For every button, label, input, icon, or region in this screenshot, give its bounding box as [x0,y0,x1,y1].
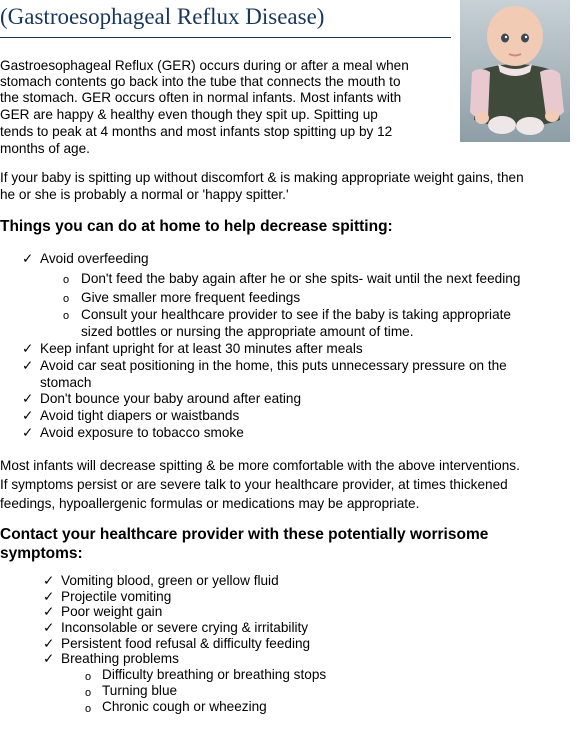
check-icon: ✓ [22,391,34,406]
sub-list-item: Don't feed the baby again after he or she spits- wait until the next feeding [81,271,521,286]
sub-list-item: Difficulty breathing or breathing stops [102,667,327,682]
list-item: Vomiting blood, green or yellow fluid [61,573,279,588]
list-item: Keep infant upright for at least 30 minutes after meals [40,341,363,356]
paragraph-line: If symptoms persist or are severe talk to your healthcare provider, at times thickened [0,477,508,492]
list-item: Breathing problems [61,651,179,666]
circle-bullet-icon: o [85,687,92,699]
check-icon: ✓ [22,251,34,266]
baby-illustration [460,0,570,142]
intro-line: stomach contents go back into the tube that connects the mouth to [0,74,401,89]
circle-bullet-icon: o [85,703,92,715]
intro-line: tends to peak at 4 months and most infants stop spitting up by 12 [0,124,393,139]
list-item: Avoid tight diapers or waistbands [40,408,240,423]
check-icon: ✓ [43,651,55,666]
intro-line: the stomach. GER occurs often in normal infants. Most infants with [0,90,402,105]
list-item: Don't bounce your baby around after eating [40,391,302,406]
list-item: Projectile vomiting [61,589,172,604]
section-heading-contact-continued: symptoms: [0,545,83,562]
sub-list-item: Give smaller more frequent feedings [81,290,301,305]
circle-bullet-icon: o [63,293,70,305]
check-icon: ✓ [43,636,55,651]
sub-list-item: Chronic cough or wheezing [102,699,267,714]
list-item: Avoid overfeeding [40,251,149,266]
check-icon: ✓ [43,589,55,604]
list-item: Avoid exposure to tobacco smoke [40,425,244,440]
check-icon: ✓ [22,341,34,356]
sub-list-item-continued: sized bottles or nursing the appropriate amount of time. [81,324,414,339]
sub-list-item: Consult your healthcare provider to see if the baby is taking appropriate [81,307,511,322]
intro-line: GER are happy & healthy even though they spit up. Spitting up [0,107,378,122]
circle-bullet-icon: o [85,671,92,683]
list-item: Inconsolable or severe crying & irritability [61,620,309,635]
section-heading-home-care: Things you can do at home to help decrease spitting: [0,218,393,235]
section-heading-contact: Contact your healthcare provider with these potentially worrisome [0,526,489,543]
paragraph-line: feedings, hypoallergenic formulas or medications may be appropriate. [0,496,420,511]
sub-list-item: Turning blue [102,683,178,698]
title-underline [0,37,451,38]
paragraph-line: Most infants will decrease spitting & be more comfortable with the above interventions. [0,458,520,473]
page-title: (Gastroesophageal Reflux Disease) [0,4,325,29]
check-icon: ✓ [43,604,55,619]
check-icon: ✓ [22,358,34,373]
check-icon: ✓ [22,408,34,423]
list-item: Avoid car seat positioning in the home, this puts unnecessary pressure on the [40,358,507,373]
circle-bullet-icon: o [63,274,70,286]
check-icon: ✓ [22,425,34,440]
intro-line: Gastroesophageal Reflux (GER) occurs during or after a meal when [0,58,409,73]
paragraph-line: he or she is probably a normal or 'happy spitter.' [0,187,289,202]
list-item-continued: stomach [40,375,92,390]
check-icon: ✓ [43,620,55,635]
check-icon: ✓ [43,573,55,588]
baby-photo [460,0,570,142]
circle-bullet-icon: o [63,310,70,322]
list-item: Poor weight gain [61,604,163,619]
paragraph-line: If your baby is spitting up without discomfort & is making appropriate weight gains, then [0,170,524,185]
list-item: Persistent food refusal & difficulty feeding [61,636,311,651]
intro-line: months of age. [0,141,90,156]
